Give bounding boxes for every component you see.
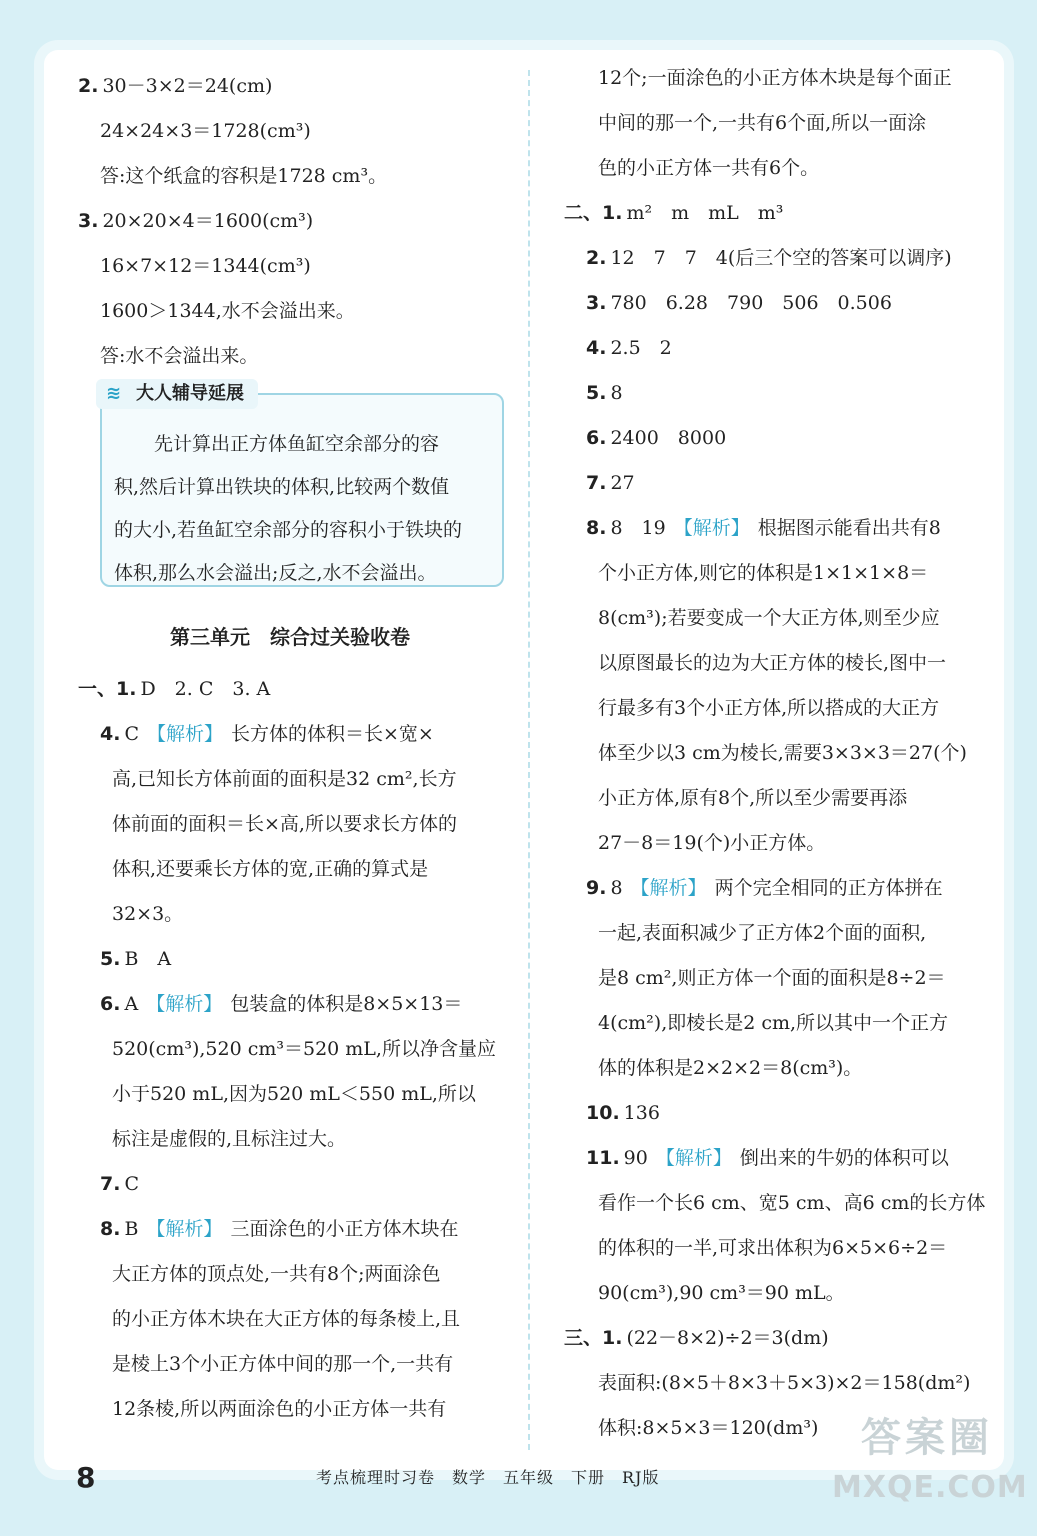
answer-line (556, 101, 996, 146)
answer-line (556, 1046, 996, 1091)
answer-text: 780 6.28 790 506 0.506 (610, 292, 892, 314)
answer-text: 20×20×4＝1600(cm³) (102, 210, 314, 232)
answer-text: B (124, 1218, 139, 1240)
tutor-extension-line: 先计算出正方体鱼缸空余部分的容 (154, 433, 440, 455)
answer-line (70, 109, 510, 154)
answer-text: 2400 8000 (610, 427, 727, 449)
analysis-text: 包装盒的体积是8×5×13＝ (230, 993, 463, 1015)
answer-text: 色的小正方体一共有6个。 (598, 157, 820, 179)
analysis-text: 倒出来的牛奶的体积可以 (739, 1147, 949, 1169)
answer-line (70, 289, 510, 334)
answer-text: 小于520 mL,因为520 mL＜550 mL,所以 (112, 1083, 476, 1105)
answer-text: 27 (610, 472, 635, 494)
answer-line (70, 1162, 510, 1207)
answer-line (70, 1252, 510, 1297)
answer-text: 大正方体的顶点处,一共有8个;两面涂色 (112, 1263, 441, 1285)
answer-text: 是8 cm²,则正方体一个面的面积是8÷2＝ (598, 967, 946, 989)
answer-line (556, 1001, 996, 1046)
wave-icon: ≋ (106, 383, 122, 404)
column-divider (528, 70, 530, 1450)
tutor-extension-header (96, 379, 258, 409)
answer-line (556, 371, 996, 416)
analysis-tag: 【解析】 (630, 877, 707, 899)
answer-line (556, 821, 996, 866)
question-number: 二、1. (564, 202, 623, 224)
question-number: 11. (586, 1147, 620, 1169)
tutor-extension-line: 积,然后计算出铁块的体积,比较两个数值 (114, 476, 450, 498)
answer-line (556, 146, 996, 191)
analysis-tag: 【解析】 (147, 723, 224, 745)
answer-line (70, 712, 510, 757)
answer-line (556, 1181, 996, 1226)
section-title: 第三单元 综合过关验收卷 (170, 625, 410, 649)
analysis-tag: 【解析】 (146, 993, 223, 1015)
footer-text: 考点梳理时习卷 数学 五年级 下册 RJ版 (316, 1468, 660, 1487)
answer-line (70, 982, 510, 1027)
answer-line (70, 667, 510, 712)
analysis-tag: 【解析】 (655, 1147, 732, 1169)
question-number: 6. (586, 427, 607, 449)
answer-text: 行最多有3个小正方体,所以搭成的大正方 (598, 697, 940, 719)
answer-text: 12 7 7 4(后三个空的答案可以调序) (610, 247, 952, 269)
left-column (70, 64, 510, 1432)
answer-line (556, 776, 996, 821)
answer-line (70, 802, 510, 847)
answer-text: 标注是虚假的,且标注过大。 (112, 1128, 347, 1150)
question-number: 3. (586, 292, 607, 314)
answer-text: 8 (610, 382, 623, 404)
answer-text: C (124, 1173, 139, 1195)
question-number: 8. (100, 1218, 121, 1240)
question-number: 7. (100, 1173, 121, 1195)
answer-line (70, 1117, 510, 1162)
answer-line (556, 1361, 996, 1406)
answer-text: 的小正方体木块在大正方体的每条棱上,且 (112, 1308, 461, 1330)
question-number: 5. (100, 948, 121, 970)
answer-line (70, 1207, 510, 1252)
answer-text: m² m mL m³ (626, 202, 784, 224)
answer-line (556, 731, 996, 776)
answer-text: 16×7×12＝1344(cm³) (100, 255, 311, 277)
answer-line (70, 892, 510, 937)
answer-line (556, 461, 996, 506)
answer-text: 4(cm²),即棱长是2 cm,所以其中一个正方 (598, 1012, 949, 1034)
answer-line (70, 937, 510, 982)
analysis-text: 三面涂色的小正方体木块在 (230, 1218, 459, 1240)
answer-text: 8(cm³);若要变成一个大正方体,则至少应 (598, 607, 940, 629)
watermark-logo (832, 1410, 1028, 1528)
answer-line (70, 199, 510, 244)
answer-line (556, 326, 996, 371)
question-number: 7. (586, 472, 607, 494)
answer-line (556, 236, 996, 281)
answer-text: 136 (623, 1102, 660, 1124)
answer-text: 高,已知长方体前面的面积是32 cm²,长方 (112, 768, 457, 790)
answer-text: C (124, 723, 139, 745)
right-column (556, 64, 996, 1451)
question-number: 4. (586, 337, 607, 359)
analysis-text: 两个完全相同的正方体拼在 (714, 877, 943, 899)
answer-line (556, 866, 996, 911)
analysis-tag: 【解析】 (146, 1218, 223, 1240)
answer-text: 32×3。 (112, 903, 184, 925)
answer-text: (22－8×2)÷2＝3(dm) (626, 1327, 829, 1349)
tutor-extension-box (100, 383, 504, 587)
answer-line (70, 757, 510, 802)
answer-text: 小正方体,原有8个,所以至少需要再添 (598, 787, 908, 809)
answer-text: 24×24×3＝1728(cm³) (100, 120, 311, 142)
answer-line (70, 1297, 510, 1342)
answer-text: 8 19 (610, 517, 666, 539)
question-number: 2. (78, 75, 99, 97)
answer-line (70, 1072, 510, 1117)
watermark-title: 答案圈 (861, 1415, 993, 1461)
answer-text: 90(cm³),90 cm³＝90 mL。 (598, 1282, 845, 1304)
answer-line (556, 56, 996, 101)
answer-line (556, 191, 996, 236)
answer-text: 的体积的一半,可求出体积为6×5×6÷2＝ (598, 1237, 948, 1259)
answer-text: D 2. C 3. A (140, 678, 271, 700)
answer-line (70, 1027, 510, 1072)
answer-text: 90 (623, 1147, 648, 1169)
answer-line (70, 1387, 510, 1432)
analysis-text: 长方体的体积＝长×宽× (231, 723, 434, 745)
answer-text: 体积,还要乘长方体的宽,正确的算式是 (112, 858, 429, 880)
answer-text: 体的体积是2×2×2＝8(cm³)。 (598, 1057, 863, 1079)
answer-line (70, 1342, 510, 1387)
answer-text: 12条棱,所以两面涂色的小正方体一共有 (112, 1398, 447, 1420)
analysis-tag: 【解析】 (673, 517, 750, 539)
answer-text: 是棱上3个小正方体中间的那一个,一共有 (112, 1353, 454, 1375)
answer-line (556, 686, 996, 731)
tutor-extension-title: 大人辅导延展 (136, 383, 244, 404)
answer-line (556, 1226, 996, 1271)
answer-line (556, 281, 996, 326)
question-number: 2. (586, 247, 607, 269)
answer-text: 一起,表面积减少了正方体2个面的面积, (598, 922, 927, 944)
answer-line (70, 244, 510, 289)
tutor-extension-body (114, 423, 494, 595)
question-number: 10. (586, 1102, 620, 1124)
answer-text: 表面积:(8×5＋8×3＋5×3)×2＝158(dm²) (598, 1372, 971, 1394)
answer-line (70, 64, 510, 109)
question-number: 5. (586, 382, 607, 404)
answer-text: 体积:8×5×3＝120(dm³) (598, 1417, 819, 1439)
question-number: 三、1. (564, 1327, 623, 1349)
answer-line (556, 1271, 996, 1316)
answer-line (556, 596, 996, 641)
answer-text: 8 (610, 877, 623, 899)
question-number: 8. (586, 517, 607, 539)
answer-line (556, 1316, 996, 1361)
answer-line (70, 847, 510, 892)
tutor-extension-line: 体积,那么水会溢出;反之,水不会溢出。 (114, 562, 437, 584)
analysis-text: 根据图示能看出共有8 (757, 517, 941, 539)
answer-text: 体至少以3 cm为棱长,需要3×3×3＝27(个) (598, 742, 967, 764)
watermark-url: MXQE.COM (832, 1470, 1028, 1505)
answer-text: 看作一个长6 cm、宽5 cm、高6 cm的长方体 (598, 1192, 986, 1214)
answer-text: 以原图最长的边为大正方体的棱长,图中一 (598, 652, 947, 674)
answer-line (556, 1091, 996, 1136)
answer-text: 中间的那一个,一共有6个面,所以一面涂 (598, 112, 927, 134)
answer-text: 12个;一面涂色的小正方体木块是每个面正 (598, 67, 952, 89)
tutor-extension-line: 的大小,若鱼缸空余部分的容积小于铁块的 (114, 519, 463, 541)
answer-line (556, 641, 996, 686)
answer-text: A (124, 993, 139, 1015)
answer-text: 个小正方体,则它的体积是1×1×1×8＝ (598, 562, 929, 584)
answer-line (70, 154, 510, 199)
question-number: 4. (100, 723, 121, 745)
answer-text: 2.5 2 (610, 337, 672, 359)
answer-text: 520(cm³),520 cm³＝520 mL,所以净含量应 (112, 1038, 496, 1060)
answer-text: 答:这个纸盒的容积是1728 cm³。 (100, 165, 388, 187)
answer-text: 27－8＝19(个)小正方体。 (598, 832, 826, 854)
answer-line (556, 1136, 996, 1181)
answer-text: B A (124, 948, 172, 970)
question-number: 6. (100, 993, 121, 1015)
answer-line (556, 956, 996, 1001)
answer-text: 30－3×2＝24(cm) (102, 75, 273, 97)
question-number: 一、1. (78, 678, 137, 700)
answer-line (70, 334, 510, 379)
page-number: 8 (76, 1461, 96, 1494)
answer-line (556, 506, 996, 551)
question-number: 9. (586, 877, 607, 899)
answer-line (556, 911, 996, 956)
answer-text: 1600＞1344,水不会溢出来。 (100, 300, 355, 322)
answer-text: 答:水不会溢出来。 (100, 345, 259, 367)
question-number: 3. (78, 210, 99, 232)
answer-line (556, 416, 996, 461)
answer-line (556, 551, 996, 596)
answer-text: 体前面的面积＝长×高,所以要求长方体的 (112, 813, 457, 835)
